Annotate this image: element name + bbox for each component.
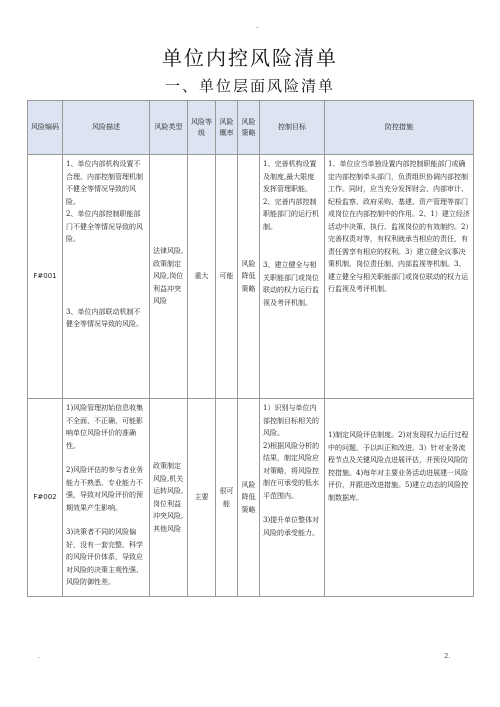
risk-level-cell: 主要 [188,399,216,597]
risk-table [27,100,474,597]
risk-desc-cell [63,399,150,597]
risk-type-cell: 政策制定风险,机关运转风险,岗位利益冲突风险,其他风险 [150,399,188,597]
risk-prob-cell: 可能 [216,155,238,399]
risk-desc-item: 1、单位内部机构设置不合理、内部控制管理机制不健全等情况导致的风险。 [66,160,143,206]
control-goal-cell [260,399,325,597]
risk-code-cell: F#002 [28,399,63,597]
control-goal-item: 1）识别与单位内部控制目标相关的风险。 [263,404,319,437]
control-goal-item: 3)提升单位整体对风险的承受能力。 [263,516,320,537]
control-measure-cell: 1)制定风险评估制度。2)对发现权力运行过程中的问题，予以纠正和改进。3）针对业务流程节点及关键风险点进展评估，并预设风险防控措施。4)每年对主要业务活动进展建一风险评价，并跟进改进措施。5)建立动态的风险控制数据库。 [325,399,474,597]
risk-desc-item: 3、单位内部联动机制不健全等情况导致的风险。 [66,307,143,328]
table-row [28,399,474,597]
control-goal-cell [260,155,325,399]
page-bottom-left-mark: . [38,652,41,660]
header-desc: 风险描述 [63,101,150,155]
section-subtitle: 一、单位层面风险清单 [164,77,335,95]
control-goal-item: 2)根据风险分析的结果，制定风险应对策略，将风险控制在可承受的低水平范围内。 [263,441,320,500]
risk-strategy-cell: 风险降低策略 [238,399,260,597]
header-measure: 防控措施 [325,101,474,155]
risk-desc-cell [63,155,150,399]
risk-strategy-cell: 风险降低策略 [238,155,260,399]
risk-type-cell: 法律风险,政策制定风险,岗位利益冲突风险 [150,155,188,399]
control-measure-cell: 1、单位应当单独设置内部控制职能部门或确定内部控制牵头部门，负责组织协调内部控制工作。同时，应当充分发挥财会、内部审计、纪检监察、政府采购、基建、资产管理等部门或岗位在内部控制中的作用。2、1）建立经济活动中决策、执行、监视岗位的有效制约。2）完善权责对等，有权利就承当相应的责任，有责任需享有相应的权利。3）建立健全议事决策机制、岗位责任制、内部监视等机制。3、建立健全与相关职能部门或岗位联动的权力运行监视及考评机制。 [325,155,474,399]
header-type: 风险类型 [150,101,188,155]
header-level: 风险等级 [188,101,216,155]
control-goal-item: 2、完善内部控制职能部门的运行机制。 [263,197,319,231]
page-number: 2. [444,652,451,660]
header-strategy: 风险策略 [238,101,260,155]
risk-desc-item: 3)决策者不同的风险偏好，没有一套完整、科学的风险评价体系，导致应对风险的决策主观性强、风险防御性差。 [66,528,143,586]
page-top-mark: - [256,24,259,32]
risk-code-cell: F#001 [28,155,63,399]
header-goal: 控制目标 [260,101,325,155]
document-title: 单位内控风险清单 [162,46,338,70]
risk-desc-item: 1)风险管理初始信息收集不全面、不正确，可能影响单位风险评价的准确性。 [66,404,144,450]
control-goal-item: 1、完善机构设置及制度,最大限度发挥管理职能。 [263,160,317,193]
header-code: 风险编码 [28,101,63,155]
table-row [28,155,474,399]
control-goal-item: 3、建立健全与相关职能部门或岗位联动的权力运行监视及考评机制。 [263,261,319,307]
risk-desc-item: 2)风险评估的参与者业务能力不熟悉、专业能力不强，导致对风险评价的预期效果产生影响。 [66,466,144,512]
risk-level-cell: 重大 [188,155,216,399]
risk-desc-item: 2、单位内部控制职能部门不健全等情况导致的风险。 [66,210,143,243]
table-header-row [28,101,474,155]
risk-prob-cell: 很可能 [216,399,238,597]
header-prob: 风险概率 [216,101,238,155]
